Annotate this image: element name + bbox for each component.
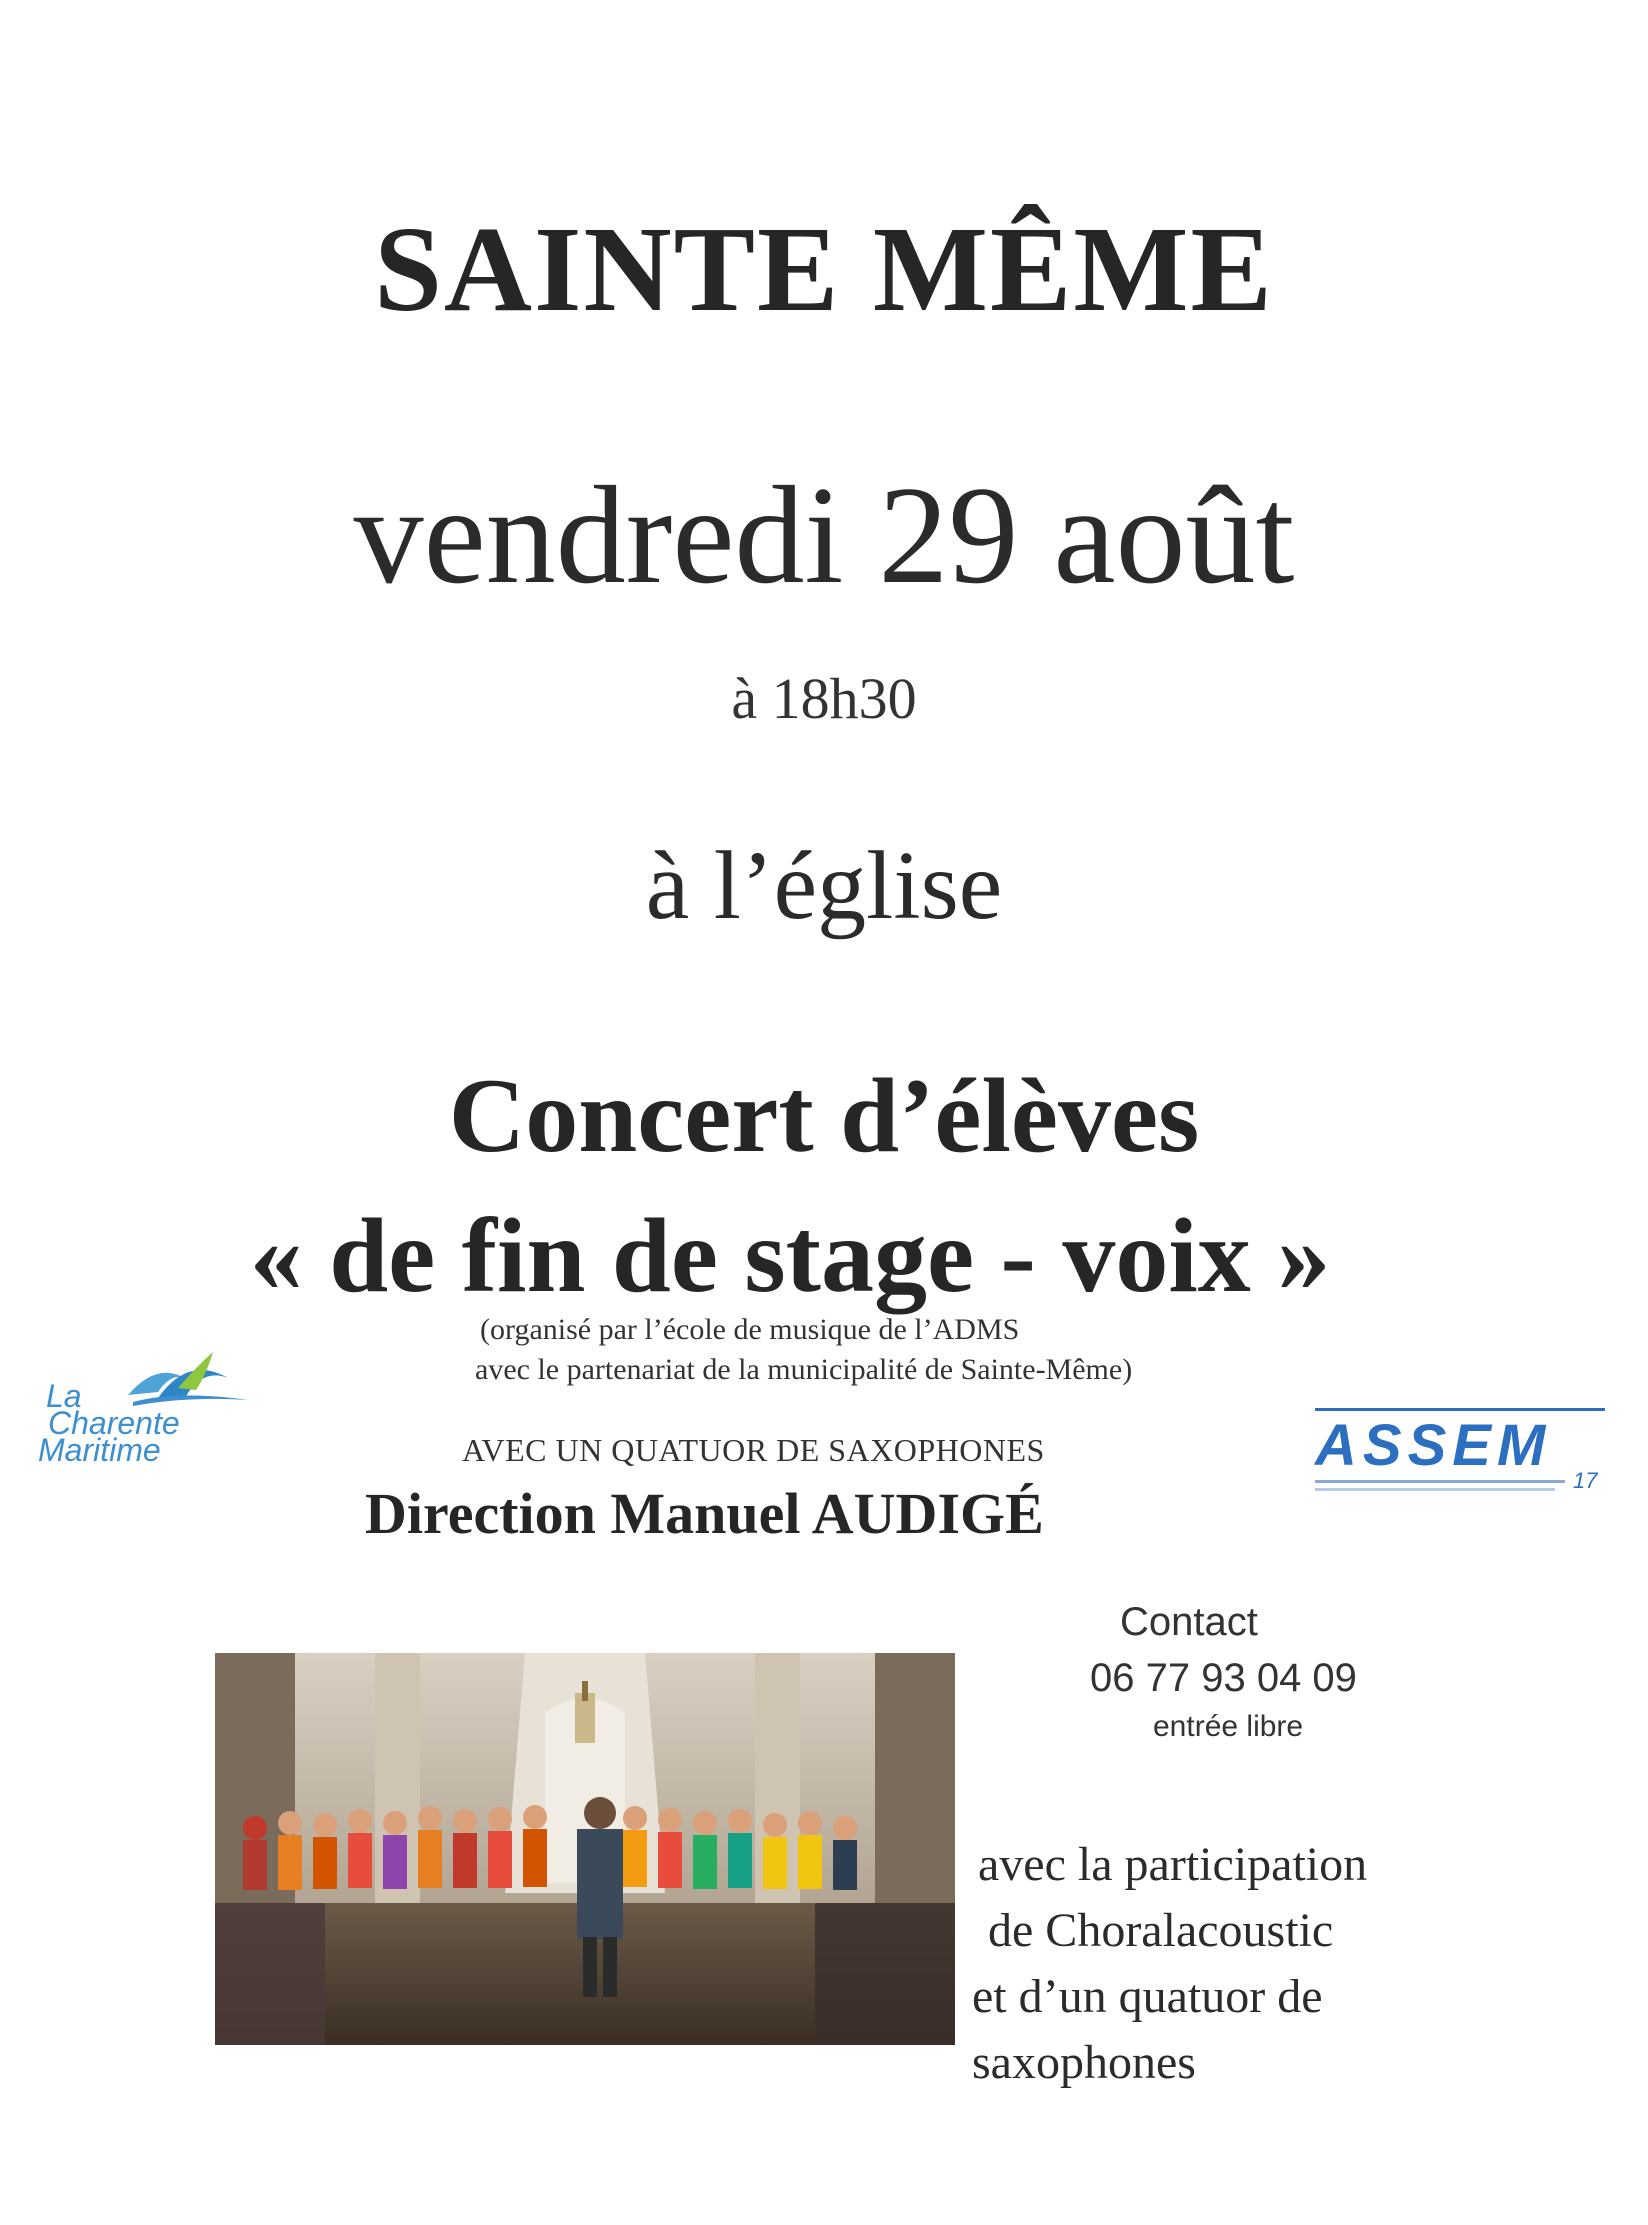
event-date: vendredi 29 août — [353, 458, 1295, 613]
organizer-line2: avec le partenariat de la municipalité de Sainte-Même) — [475, 1353, 1133, 1386]
assem-logo-text: ASSEM — [1315, 1413, 1552, 1478]
assem-logo-suffix: 17 — [1573, 1468, 1598, 1493]
contact-phone: 06 77 93 04 09 — [1090, 1656, 1357, 1700]
event-place: à l’église — [645, 832, 1003, 940]
participation-line2: de Choralacoustic — [988, 1904, 1334, 1957]
logo-text-charente: Charente — [48, 1405, 180, 1441]
concert-title-line2: « de fin de stage - voix » — [249, 1197, 1331, 1314]
organizer-line1: (organisé par l’école de musique de l’ADMS — [480, 1313, 1020, 1346]
participation-line4: saxophones — [972, 2036, 1196, 2089]
direction-credit: Direction Manuel AUDIGÉ — [365, 1481, 1044, 1546]
participation-line3: et d’un quatuor de — [972, 1970, 1323, 2023]
logo-text-maritime: Maritime — [38, 1432, 161, 1468]
quatuor-notice: AVEC UN QUATUOR DE SAXOPHONES — [462, 1432, 1045, 1468]
contact-label: Contact — [1120, 1600, 1258, 1644]
concert-title-line1: Concert d’élèves — [448, 1057, 1200, 1174]
charente-maritime-logo — [38, 1350, 238, 1480]
participation-block — [972, 1832, 1368, 2096]
bird-icon — [118, 1350, 318, 1410]
entry-note: entrée libre — [1153, 1710, 1304, 1743]
event-time: à 18h30 — [731, 666, 917, 731]
participation-line1: avec la participation — [978, 1838, 1368, 1891]
assem-logo — [1315, 1408, 1605, 1518]
poster-title: SAINTE MÊME — [374, 202, 1274, 337]
logo-text-la: La — [46, 1378, 82, 1414]
choir-photo — [215, 1653, 955, 2045]
